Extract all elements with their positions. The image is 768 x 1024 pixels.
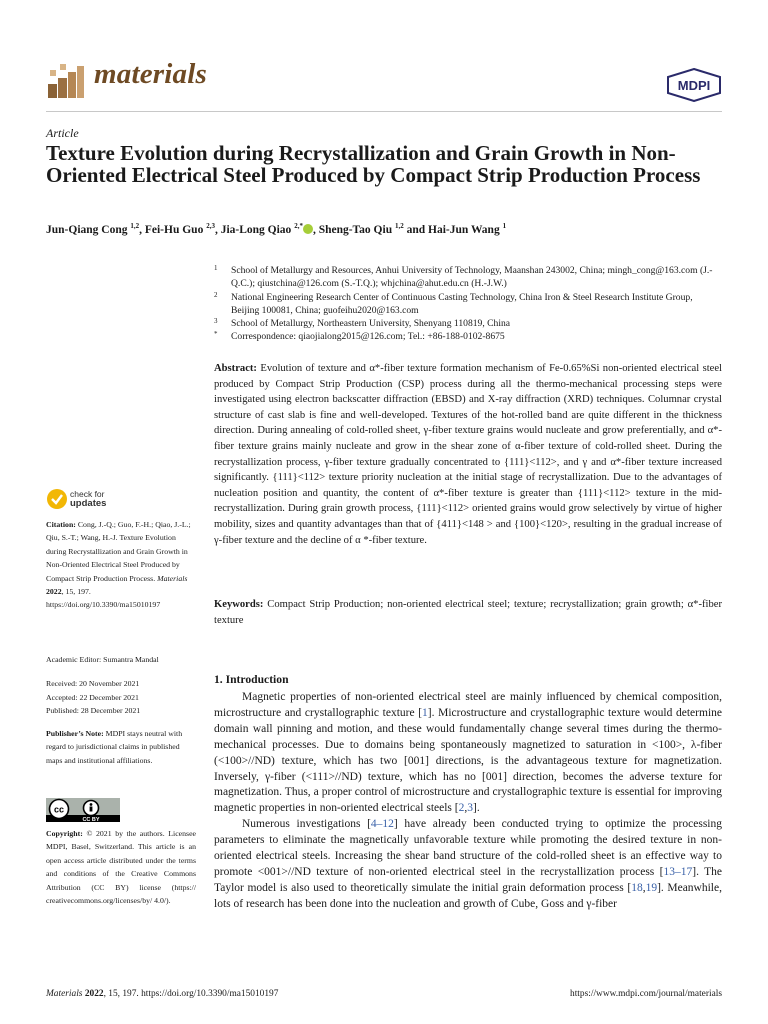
footer-journal-url[interactable]: https://www.mdpi.com/journal/materials	[570, 989, 722, 999]
affiliation-text: Correspondence: qiaojialong2015@126.com; Tel.: +86-188-0102-8675	[231, 331, 505, 343]
affiliation-mark: 2	[214, 290, 218, 299]
affiliation-mark: *	[214, 330, 218, 339]
reference-link[interactable]: 2	[458, 802, 465, 815]
citation-journal: Materials	[157, 573, 188, 583]
reference-link[interactable]: 13–17	[663, 865, 693, 878]
introduction-paragraph-2	[214, 817, 722, 912]
paragraph-text: Numerous investigations [	[242, 818, 371, 831]
publisher-note-label: Publisher’s Note:	[46, 729, 104, 738]
orcid-icon[interactable]	[303, 224, 313, 234]
publisher-note-text: MDPI stays neutral with regard to jurisdictional claims in published maps and institutional affiliations.	[46, 729, 183, 765]
reference-link[interactable]: 19	[645, 881, 658, 894]
paragraph-text: ].	[472, 802, 480, 815]
paragraph-text: ]. The Taylor model is also used to theoretically simulate the initial grain deformation process [	[214, 865, 722, 894]
citation-text: Cong, J.-Q.; Guo, F.-H.; Qiao, J.-L.; Qiu, S.-T.; Wang, H.-J. Texture Evolution during Recrystallization and Grain Growth in Non-Oriented Electrical Steel Produced by Compact Strip Production Process.	[46, 520, 191, 583]
author-name: Fei-Hu Guo	[144, 224, 204, 236]
reference-link[interactable]: 3	[467, 802, 473, 815]
author-affiliation-mark: 2,3	[206, 222, 215, 231]
paragraph-text: ] have already been conducted trying to optimize the processing parameters to eliminate the magnetically unfavorable texture while promoting the desired texture in non-oriented electrical steels. Increasing the shear band structure of the cold-rolled sheet is an effective way to promote <001>//ND texture of non-oriented electrical steel in the recrystallization process [	[214, 818, 722, 878]
check-for-updates-link[interactable]	[70, 490, 106, 508]
paragraph-text: ,	[642, 881, 646, 894]
affiliation-item	[214, 330, 722, 343]
footer-citation	[46, 989, 278, 999]
abstract-label: Abstract:	[214, 363, 257, 374]
keywords-text: Compact Strip Production; non-oriented electrical steel; texture; recrystallization; grain growth; α*-fiber texture	[214, 599, 722, 626]
article-type: Article	[46, 126, 79, 140]
check-updates-line2: updates	[70, 498, 107, 509]
affiliation-text: School of Metallurgy, Northeastern University, Shenyang 110819, China	[231, 318, 511, 330]
affiliation-item	[214, 264, 722, 291]
check-for-updates-icon[interactable]	[46, 488, 68, 510]
reference-link[interactable]: 18	[631, 881, 643, 894]
affiliation-text: School of Metallurgy and Resources, Anhui University of Technology, Maanshan 243002, China; mingh_cong@163.com (J.-Q.C.); qiustchina@126.com (S.-T.Q.); whjchina@ahut.edu.cn (H.-J.W.)	[231, 265, 713, 290]
copyright	[46, 827, 196, 907]
paragraph-text: Magnetic properties of non-oriented electrical steel are mainly influenced by chemical composition, microstructure and crystallographic texture [	[214, 691, 722, 719]
author-affiliation-mark: 1,2	[130, 222, 140, 231]
footer-journal: Materials	[46, 989, 83, 999]
introduction-paragraph-1	[214, 690, 722, 817]
keywords	[214, 597, 722, 628]
mdpi-logo-icon	[666, 68, 722, 102]
footer-year: 2022	[84, 989, 104, 999]
svg-text:cc: cc	[53, 804, 65, 815]
author-list: Jun-Qiang Cong $^{1,2}$, Fei-Hu Guo $^{2,3}$, Jia-Long Qiao $^{2,*}$ , Sheng-Tao Qiu $^{1,2}$ and Hai-Jun Wang $^1$	[46, 222, 507, 236]
author-name: Hai-Jun Wang	[428, 224, 500, 236]
section-heading-introduction: 1. Introduction	[214, 673, 289, 686]
article-title: Texture Evolution during Recrystallization and Grain Growth in Non-Oriented Electrical Steel Produced by Compact Strip Production Process	[46, 141, 701, 187]
keywords-label: Keywords:	[214, 599, 264, 610]
abstract	[214, 361, 722, 548]
copyright-label: Copyright:	[46, 829, 83, 838]
journal-name: materials	[94, 58, 207, 90]
reference-link[interactable]: 4–12	[370, 818, 394, 831]
published-date: Published: 28 December 2021	[46, 706, 141, 716]
paragraph-text: ,	[464, 802, 468, 815]
copyright-text: © 2021 by the authors. Licensee MDPI, Basel, Switzerland. This article is an open access article distributed under the terms and conditions of the Creative Commons Attribution (CC BY) license (https:// creativecommons.org/licenses/by/ 4.0/).	[46, 829, 196, 906]
citation-year: 2022	[46, 587, 62, 597]
author-name: Jia-Long Qiao	[220, 224, 292, 236]
cc-by-license-icon[interactable]	[46, 798, 120, 822]
author-name: Sheng-Tao Qiu	[318, 224, 393, 236]
author-name: Jun-Qiang Cong	[46, 224, 128, 236]
publisher-name: MDPI	[677, 78, 711, 93]
citation	[46, 518, 196, 612]
journal-logo-icon	[46, 60, 86, 100]
citation-label: Citation:	[46, 520, 76, 529]
affiliation-mark: 3	[214, 317, 218, 326]
reference-link[interactable]: 1	[422, 706, 428, 719]
footer-doi[interactable]: , 15, 197. https://doi.org/10.3390/ma15010197	[103, 989, 279, 999]
license-badge-text: CC BY	[82, 817, 100, 822]
introduction-body	[214, 690, 722, 913]
affiliation-mark: 1	[214, 264, 218, 272]
received-date: Received: 20 November 2021	[46, 679, 140, 688]
affiliation-item	[214, 317, 722, 330]
article-dates	[46, 677, 196, 718]
author-affiliation-mark: 2,*	[294, 222, 303, 231]
accepted-date: Accepted: 22 December 2021	[46, 692, 139, 702]
publisher-note	[46, 727, 196, 767]
citation-rest[interactable]: , 15, 197. https://doi.org/10.3390/ma15010197	[46, 587, 161, 610]
academic-editor: Academic Editor: Sumantra Mandal	[46, 655, 159, 664]
paragraph-text: ]. Microstructure and crystallographic texture would determine domain wall pinning and motion, and these would fundamentally change several times during the thermo-mechanical processes. Due to domains being spontaneously magnetized to saturation in <100>, λ-fiber (<100>//ND) texture, which has two [001] directions, is the advantageous texture for magnetization. Inversely, γ-fiber (<111>//ND) texture, which has no [001] direction, becomes the adverse texture for magnetization. Thus, a proper control of microstructure and crystallographic texture is essential for improving magnetic properties in non-oriented electrical steels [	[214, 706, 722, 815]
author-affiliation-mark: 1	[502, 222, 507, 231]
author-affiliation-mark: 1,2	[394, 222, 404, 231]
affiliations	[214, 264, 722, 344]
header-divider	[46, 111, 722, 112]
abstract-text: Evolution of texture and α*-fiber texture formation mechanism of Fe-0.65%Si non-oriented electrical steel produced by Compact Strip Production (CSP) process during all the thermo-mechanical processing steps were investigated using electron backscatter diffraction (EBSD) and X-ray diffraction (XRD) techniques. Columnar crystal structure of cast slab is fine and well-developed. Textures of the hot-rolled band are quite different in the thickness direction. During annealing of cold-rolled sheet, γ-fiber texture grains would nucleate and grow preferentially, and α*-fiber texture grains mainly nucleate and grow in the shear zone of α-fiber texture of cold-rolled sheet. During the recrystallization process, γ-fiber texture gradually concentrated to {111}<112>, and γ and α*-fiber texture increased significantly. {111}<112> texture priority nucleation at the initial stage of recrystallization. Due to the advantages of nucleation position and quantity, the content of α*-fiber texture is greater than {111}<112> texture in the mid-recrystallization. During grain growth process, {111}<112> oriented grains would grow selectively by virtue of higher mobility, sizes and quantity advantages than that of {411}<148 > and {100}<120>, resulting in the gradual increase of γ-fiber texture and the decline of α *-fiber texture.	[214, 363, 722, 546]
check-updates-line1: check for	[70, 489, 105, 499]
affiliation-text: National Engineering Research Center of Continuous Casting Technology, China Iron & Steel Research Institute Group, Beijing 100081, China; guofeihu2020@163.com	[231, 291, 693, 316]
paragraph-text: ]. Meanwhile, lots of research has been done into the nucleation and growth of Cube, Goss and γ-fiber	[214, 881, 722, 910]
affiliation-item	[214, 291, 722, 318]
